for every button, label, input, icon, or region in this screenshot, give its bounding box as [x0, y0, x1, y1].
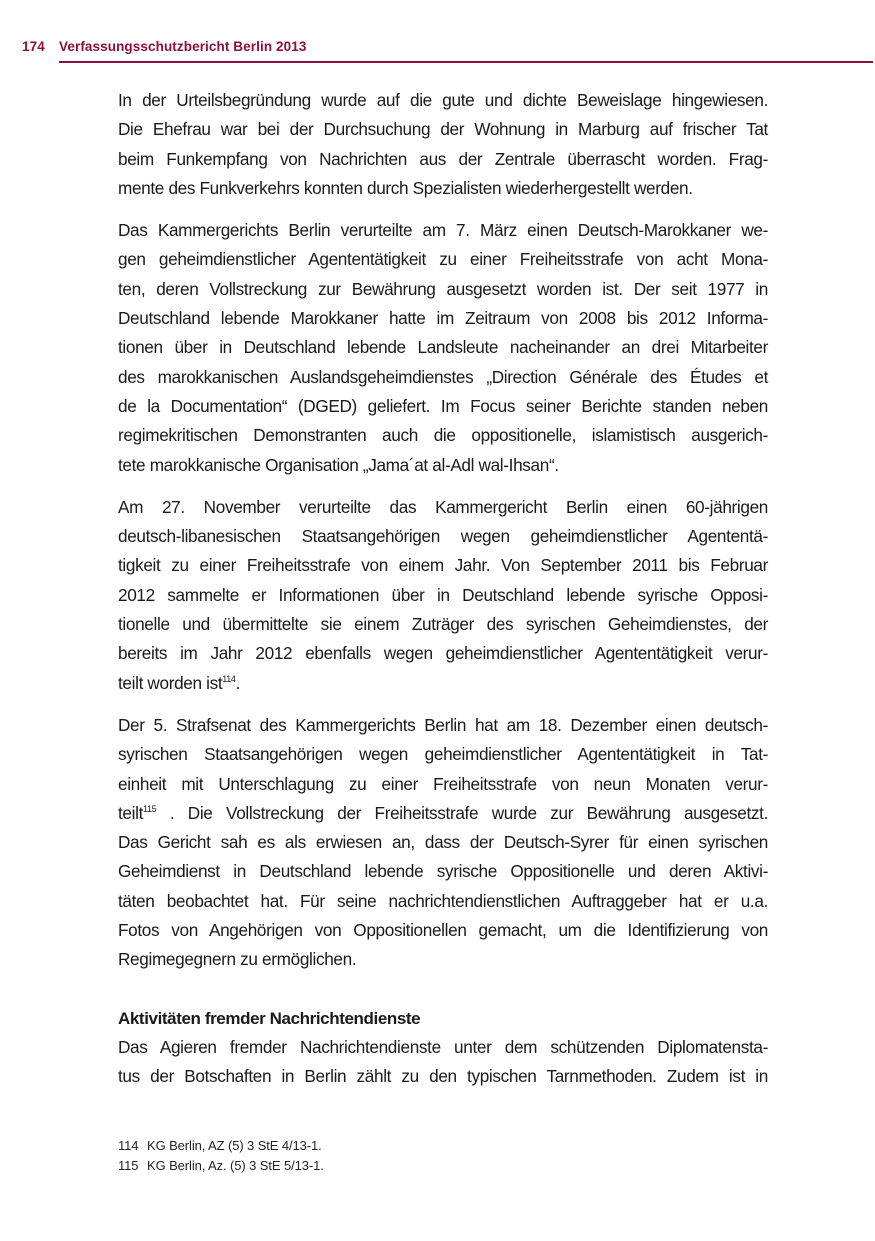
footnote-114: [118, 1136, 324, 1156]
text-line: beim Funkempfang von Nachrichten aus der Zentrale überrascht worden. Frag-: [118, 148, 768, 169]
text-line: tigkeit zu einer Freiheitsstrafe von einem Jahr. Von September 2011 bis Februar: [118, 555, 768, 576]
text-line: regimekritischen Demonstranten auch die oppositionelle, islamistisch ausgerich-: [118, 425, 768, 446]
header-rule: [59, 61, 873, 63]
publication-title: Verfassungsschutzbericht Berlin 2013: [59, 39, 307, 54]
text-fragment: teilt worden ist: [118, 672, 223, 693]
section-heading: Aktivitäten fremder Nachrichtendienste: [118, 1008, 421, 1028]
text-line: Fotos von Angehörigen von Oppositionellen gemacht, um die Identifizierung von: [118, 920, 768, 941]
text-line: ten, deren Vollstreckung zur Bewährung ausgesetzt worden ist. Der seit 1977 in: [118, 278, 768, 299]
paragraph-4: [118, 711, 768, 975]
text-fragment: teilt: [118, 802, 143, 823]
page-number: 174: [22, 39, 45, 54]
text-line: [118, 669, 768, 698]
text-line: einheit mit Unterschlagung zu einer Freiheitsstrafe von neun Monaten verur-: [118, 773, 768, 794]
text-line: tionelle und übermittelte sie einem Zuträger des syrischen Geheimdienstes, der: [118, 614, 768, 635]
text-line: gen geheimdienstlicher Agententätigkeit zu einer Freiheitsstrafe von acht Mona-: [118, 249, 768, 270]
paragraph-3: [118, 493, 768, 698]
text-line: Das Gericht sah es als erwiesen an, dass der Deutsch-Syrer für einen syrischen: [118, 832, 768, 853]
text-line: tete marokkanische Organisation „Jama´at al-Adl wal-Ihsan“.: [118, 454, 559, 475]
text-line: Am 27. November verurteilte das Kammergericht Berlin einen 60-jährigen: [118, 496, 768, 517]
text-line: Das Agieren fremder Nachrichtendienste unter dem schützenden Diplomatensta-: [118, 1036, 768, 1057]
text-fragment: . Die Vollstreckung der Freiheitsstrafe wurde zur Bewährung ausgesetzt.: [156, 802, 768, 823]
text-line: tionen über in Deutschland lebende Landsleute nacheinander an drei Mitarbeiter: [118, 337, 768, 358]
paragraph-1: [118, 86, 768, 203]
text-line: Deutschland lebende Marokkaner hatte im Zeitraum von 2008 bis 2012 Informa-: [118, 308, 768, 329]
section-paragraph: [118, 1033, 768, 1092]
text-line: täten beobachtet hat. Für seine nachrichtendienstlichen Auftraggeber hat er u.a.: [118, 890, 768, 911]
text-fragment: .: [235, 672, 241, 693]
footnotes: [118, 1136, 324, 1175]
footnote-text: KG Berlin, AZ (5) 3 StE 4/13-1.: [147, 1138, 322, 1153]
text-line: bereits im Jahr 2012 ebenfalls wegen geheimdienstlicher Agententätigkeit verur-: [118, 643, 768, 664]
text-line: mente des Funkverkehrs konnten durch Spezialisten wiederhergestellt werden.: [118, 177, 693, 198]
text-line: Geheimdienst in Deutschland lebende syrische Oppositionelle und deren Aktivi-: [118, 861, 768, 882]
text-line: tus der Botschaften in Berlin zählt zu den typischen Tarnmethoden. Zudem ist in: [118, 1065, 768, 1086]
text-line: de la Documentation“ (DGED) geliefert. Im Focus seiner Berichte standen neben: [118, 395, 768, 416]
text-line: Das Kammergerichts Berlin verurteilte am 7. März einen Deutsch-Marokkaner we-: [118, 220, 768, 241]
text-line: [118, 799, 768, 828]
text-line: In der Urteilsbegründung wurde auf die gute und dichte Beweislage hingewiesen.: [118, 90, 768, 110]
text-line: deutsch-libanesischen Staatsangehörigen wegen geheimdienstlicher Agententä-: [118, 526, 768, 547]
body-text: [118, 86, 768, 1104]
footnote-ref-115[interactable]: 115: [143, 803, 157, 814]
footnote-115: [118, 1156, 324, 1176]
text-line: 2012 sammelte er Informationen über in Deutschland lebende syrische Opposi-: [118, 584, 768, 605]
footnote-text: KG Berlin, Az. (5) 3 StE 5/13-1.: [147, 1157, 324, 1173]
paragraph-2: [118, 216, 768, 480]
footnote-number: 114: [118, 1138, 139, 1153]
running-header: [22, 39, 306, 54]
text-line: Regimegegnern zu ermöglichen.: [118, 949, 357, 970]
footnote-ref-114[interactable]: 114: [222, 673, 236, 684]
text-line: Die Ehefrau war bei der Durchsuchung der Wohnung in Marburg auf frischer Tat: [118, 119, 768, 140]
text-line: syrischen Staatsangehörigen wegen geheimdienstlicher Agententätigkeit in Tat-: [118, 744, 768, 765]
footnote-number: 115: [118, 1157, 139, 1173]
text-line: Der 5. Strafsenat des Kammergerichts Berlin hat am 18. Dezember einen deutsch-: [118, 714, 768, 735]
text-line: des marokkanischen Auslandsgeheimdienstes „Direction Générale des Études et: [118, 366, 768, 387]
